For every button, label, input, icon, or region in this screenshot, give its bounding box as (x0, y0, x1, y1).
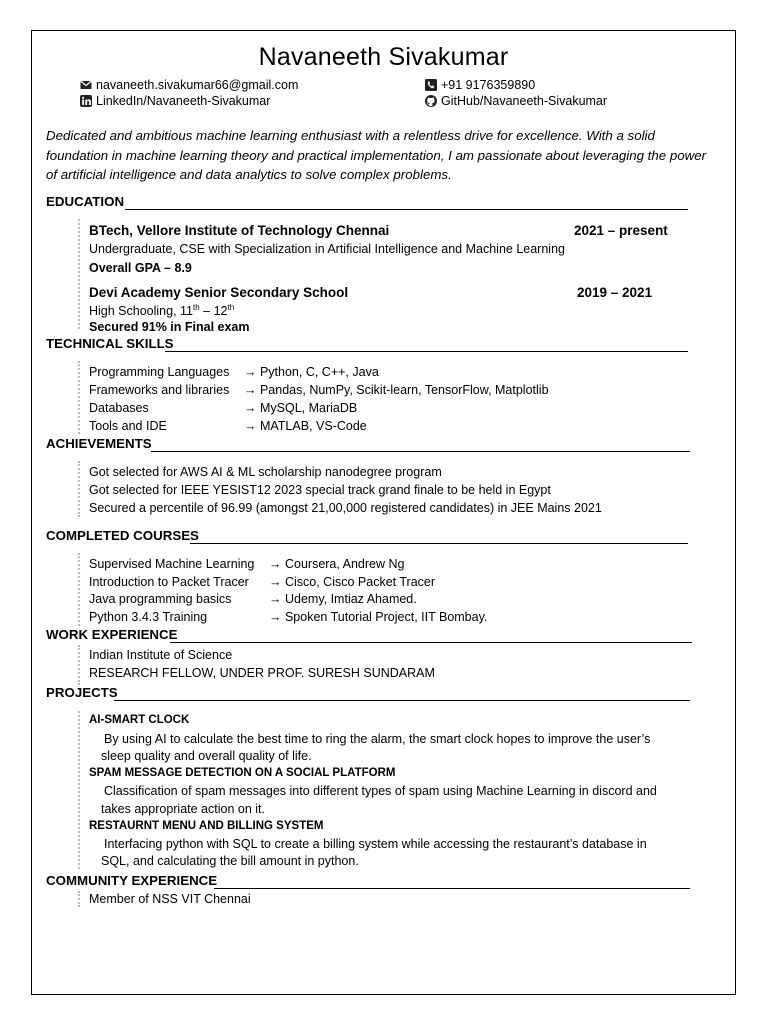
github-contact (425, 94, 607, 108)
projects-block (78, 711, 90, 869)
project-desc-1b: sleep quality and overall quality of life. (101, 749, 312, 763)
education-result-1: Overall GPA – 8.9 (89, 261, 192, 275)
skill-value-1: → Python, C, C++, Java (244, 365, 379, 379)
candidate-name: Navaneeth Sivakumar (258, 43, 509, 71)
skill-value-4: → MATLAB, VS-Code (244, 419, 367, 433)
section-rule (165, 351, 688, 352)
course-label-3: Java programming basics (89, 592, 232, 606)
project-desc-2b: takes appropriate action on it. (101, 802, 265, 816)
project-title-1: AI-SMART CLOCK (89, 714, 190, 726)
skill-value-2: → Pandas, NumPy, Scikit-learn, TensorFlow, Matplotlib (244, 383, 549, 397)
github-text[interactable]: GitHub/Navaneeth-Sivakumar (441, 94, 608, 108)
achievement-item-3: Secured a percentile of 96.99 (amongst 21,00,000 registered candidates) in JEE Mains 2021 (89, 501, 602, 515)
section-rule (114, 700, 690, 701)
skill-label-2: Frameworks and libraries (89, 383, 230, 397)
course-label-2: Introduction to Packet Tracer (89, 575, 249, 589)
linkedin-icon (80, 95, 92, 107)
course-provider-4: → Spoken Tutorial Project, IIT Bombay. (269, 610, 488, 624)
linkedin-text[interactable]: LinkedIn/Navaneeth-Sivakumar (96, 94, 271, 108)
education-detail-2: High Schooling, 11th – 12th (89, 303, 235, 319)
section-heading-work: WORK EXPERIENCE (46, 627, 178, 642)
section-heading-community: COMMUNITY EXPERIENCE (46, 873, 218, 888)
section-heading-courses: COMPLETED COURSES (46, 528, 199, 543)
section-heading-achievements: ACHIEVEMENTS (46, 436, 152, 451)
course-label-4: Python 3.4.3 Training (89, 610, 208, 624)
community-item: Member of NSS VIT Chennai (89, 892, 251, 906)
section-rule (190, 543, 688, 544)
skill-label-1: Programming Languages (89, 365, 230, 379)
phone-contact (425, 78, 535, 92)
section-heading-skills: TECHNICAL SKILLS (46, 336, 174, 351)
envelope-icon (80, 79, 92, 91)
linkedin-contact (80, 94, 270, 108)
github-icon (425, 95, 437, 107)
achievement-item-2: Got selected for IEEE YESIST12 2023 special track grand finale to be held in Egypt (89, 483, 551, 497)
project-title-3: RESTAURNT MENU AND BILLING SYSTEM (89, 820, 324, 832)
skill-value-3: → MySQL, MariaDB (244, 401, 358, 415)
course-provider-3: → Udemy, Imtiaz Ahamed. (269, 592, 417, 606)
skill-label-3: Databases (89, 401, 149, 415)
section-heading-projects: PROJECTS (46, 685, 118, 700)
education-institution-1: BTech, Vellore Institute of Technology Chennai (89, 223, 390, 238)
resume-page (31, 30, 736, 995)
section-rule (170, 642, 692, 643)
education-detail-1: Undergraduate, CSE with Specialization in Artificial Intelligence and Machine Learning (89, 242, 565, 256)
course-provider-2: → Cisco, Cisco Packet Tracer (269, 575, 436, 589)
project-desc-3b: SQL, and calculating the bill amount in python. (101, 854, 359, 868)
education-institution-2: Devi Academy Senior Secondary School (89, 285, 349, 300)
education-result-2: Secured 91% in Final exam (89, 320, 250, 334)
achievement-item-1: Got selected for AWS AI & ML scholarship nanodegree program (89, 465, 442, 479)
section-rule (151, 451, 690, 452)
course-label-1: Supervised Machine Learning (89, 557, 255, 571)
section-rule (214, 888, 690, 889)
phone-text[interactable]: +91 9176359890 (441, 78, 536, 92)
section-heading-education: EDUCATION (46, 194, 125, 209)
education-dates-1: 2021 – present (574, 223, 668, 238)
project-title-2: SPAM MESSAGE DETECTION ON A SOCIAL PLATFORM (89, 767, 396, 779)
course-provider-1: → Coursera, Andrew Ng (269, 557, 405, 571)
email-contact (80, 78, 298, 92)
education-dates-2: 2019 – 2021 (577, 285, 653, 300)
project-desc-1a: By using AI to calculate the best time to ring the alarm, the smart clock hopes to improve the user’s (104, 732, 651, 746)
skill-label-4: Tools and IDE (89, 419, 167, 433)
project-desc-2a: Classification of spam messages into different types of spam using Machine Learning in discord and (104, 784, 657, 798)
email-text[interactable]: navaneeth.sivakumar66@gmail.com (96, 78, 299, 92)
profile-summary: Dedicated and ambitious machine learning enthusiast with a relentless drive for excellence. With a solid foundation in machine learning theory and practical implementation, I am passionate about leveraging the power of artificial intelligence and data analytics to solve complex problems. (46, 128, 707, 182)
work-role: RESEARCH FELLOW, UNDER PROF. SURESH SUNDARAM (89, 666, 435, 680)
section-rule (125, 209, 688, 210)
project-desc-3a: Interfacing python with SQL to create a billing system while accessing the restaurant’s database in (104, 837, 647, 851)
phone-icon (425, 79, 437, 91)
work-organization: Indian Institute of Science (89, 648, 233, 662)
